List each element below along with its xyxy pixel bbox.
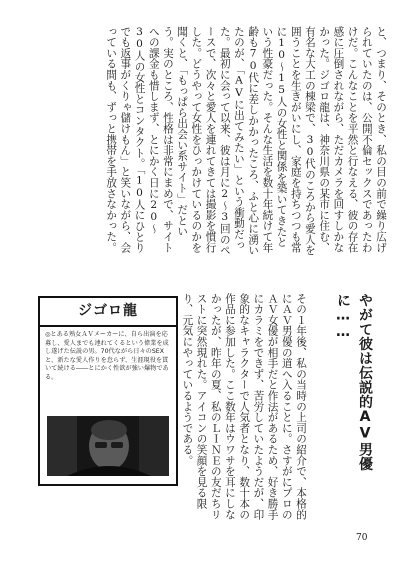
section-heading: やがて彼は伝説的AV男優に…… xyxy=(335,293,373,471)
page-number: 70 xyxy=(356,533,368,543)
person-photo-image xyxy=(47,416,169,476)
profile-title: ジゴロ龍 xyxy=(40,298,176,327)
profile-photo xyxy=(47,416,169,476)
profile-description: ◎とある熟女ＡＶメーカーに、自ら出演を応募し、愛人までも連れてくるという偉業を成し遂げた伝説の男。70代ながら日々のSEXと、新たな愛人作りを怠らず、生涯現役を貫いて続ける――とにかく性欲が強い爆物である。 xyxy=(45,331,169,381)
body-text-top: と、つまり、そのとき、私の目の前で繰り広げられていたのは、公開不倫セックスであったわけだ。こんなことを平然と行なえる、彼の存在感に圧倒されながら、ただカメラを回すしかなかった。ジゴロ龍は、神奈川県の某市に住む、有名な大工の棟梁で、30代のころから愛人を囲うことを生きがいにし、家庭を持ちつつも常に10〜15人の女性と関係を築いてきたという性豪だった。そんな生活を数十年続けて年齢も70代に差しかかったころ、ふと心に湧いたのが、「AVに出てみたい」という衝動だった。最初に会って以来、彼は月に2〜3回のペースで、次々と愛人を連れてきては撮影を慣行した。どうやって女性をひっかけているのかを聞くと、「もっぱら出会い系サイト」だという。実のところ、性格は非常にまめで、サイトへの課金も惜しまず、とにかく日に20〜30人の女性とコンタクト。「10人にひとりでも返事がくりゃ儲けもん」と笑いながら、会っている間も、ずっと携帯を手放さなかった。 xyxy=(105,26,387,256)
body-text-middle: その１年後、私の当時の上司の紹介で、本格的にＡＶ男優の道へ入ることに。さすがにプロのＡＶ女優が相手だと作法があるため、好き勝手にカラミをできず、苦労していたようだが、印象的なキャラクターで人気者となり、数十本の作品に参加した。ここ数年はウワサを耳にしなかったが、昨年の夏、私のＬＩＮＥの友だちリストに突然現れた。アイコンの笑顔を見る限り、元気にやっているようである。 xyxy=(181,293,307,520)
